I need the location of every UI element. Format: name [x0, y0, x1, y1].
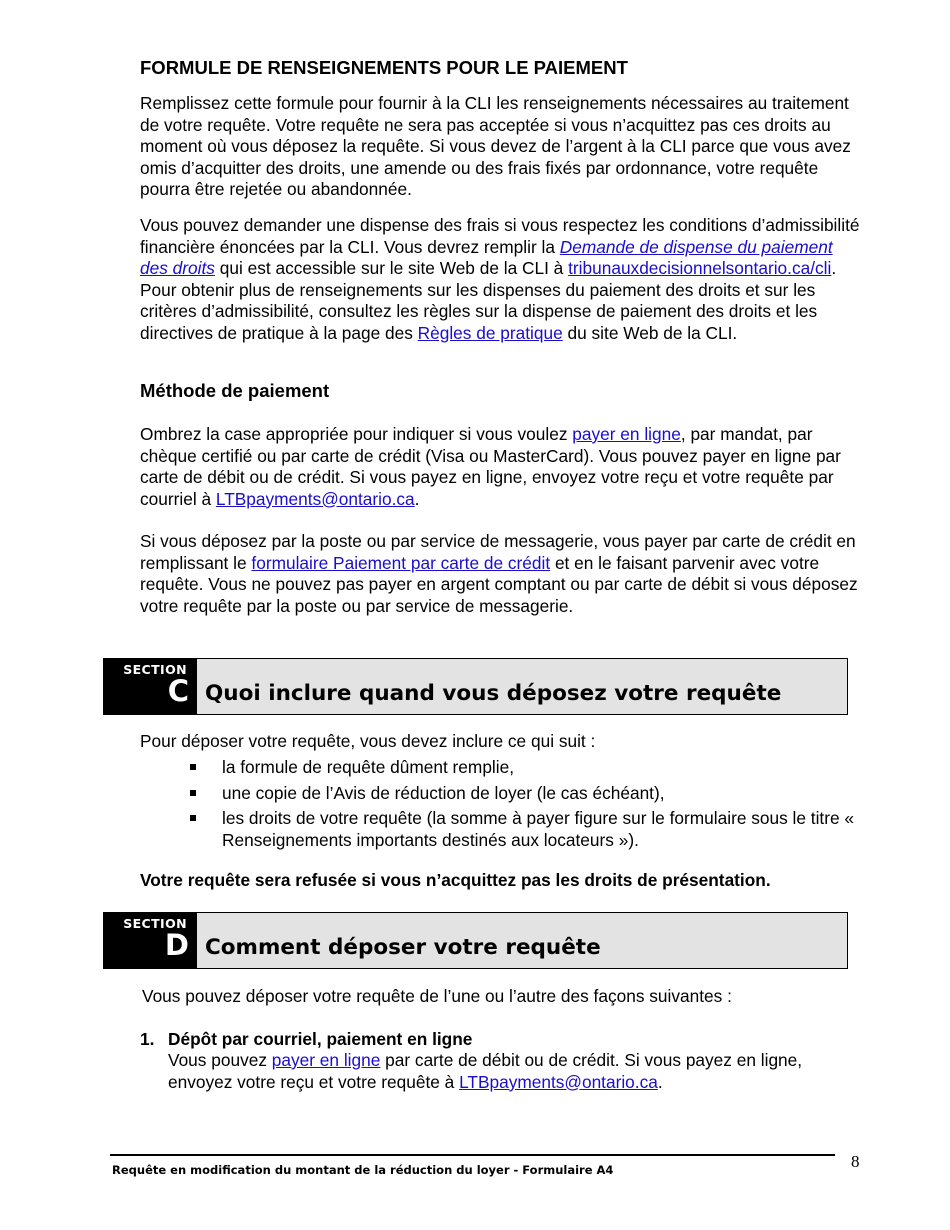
section-c-warning: Votre requête sera refusée si vous n’acquittez pas les droits de présentation.	[140, 870, 771, 890]
section-c-label-box	[104, 659, 197, 714]
waiver-text-2: qui est accessible sur le site Web de la CLI à	[214, 258, 569, 278]
section-d-label-box	[104, 913, 197, 968]
section-d-title: Comment déposer votre requête	[205, 935, 601, 960]
waiver-text-1: Vous pouvez demander une dispense des frais si vous respectez les conditions d’admissibilité financière énoncées par la CLI. Vous devrez remplir la	[140, 215, 860, 257]
payment-text-2: , par mandat, par chèque certifié ou par carte de crédit (Visa ou MasterCard). Vous pouvez payer en ligne par carte de débit ou de crédit. Si vous payez en ligne, envoyez votre reçu et votre requête par courriel à	[140, 424, 841, 509]
method-1-paragraph	[168, 1050, 860, 1093]
section-d-label: SECTION	[123, 916, 187, 931]
section-d-banner	[103, 912, 848, 969]
waiver-text-3: . Pour obtenir plus de renseignements sur les dispenses du paiement des droits et sur les critères d’admissibilité, consultez les règles sur la dispense de paiement des droits et les directives de pratique à la page des	[140, 258, 837, 343]
section-c-banner	[103, 658, 848, 715]
footer-divider	[110, 1154, 835, 1156]
intro-paragraph: Remplissez cette formule pour fournir à la CLI les renseignements nécessaires au traitement de votre requête. Votre requête ne sera pas acceptée si vous n’acquittez pas ces droits au moment où vous déposez la requête. Si vous devez de l’argent à la CLI parce que vous avez omis d’acquitter des droits, une amende ou des frais fixés par ordonnance, votre requête pourra être rejetée ou abandonnée.	[140, 93, 851, 199]
mail-courier-paragraph	[140, 531, 860, 617]
form-title: FORMULE DE RENSEIGNEMENTS POUR LE PAIEMENT	[140, 57, 628, 78]
payment-method-paragraph	[140, 424, 860, 510]
footer-form-title: Requête en modification du montant de la réduction du loyer - Formulaire A4	[112, 1163, 614, 1177]
mail-text-1: Si vous déposez par la poste ou par service de messagerie, vous payer par carte de crédit en remplissant le	[140, 531, 856, 573]
credit-card-form-link[interactable]: formulaire Paiement par carte de crédit	[251, 552, 551, 573]
bullet-icon	[190, 790, 196, 796]
method-1-title: Dépôt par courriel, paiement en ligne	[168, 1029, 473, 1049]
fee-waiver-request-link[interactable]: Demande de dispense du paiement des droits	[140, 236, 833, 278]
waiver-text-4: du site Web de la CLI.	[562, 322, 738, 343]
list-item	[222, 783, 862, 805]
list-item-text: une copie de l’Avis de réduction de loyer (le cas échéant),	[222, 782, 665, 803]
section-c-list	[222, 757, 862, 855]
section-c-intro: Pour déposer votre requête, vous devez inclure ce qui suit :	[140, 731, 596, 751]
bullet-icon	[190, 764, 196, 770]
list-item-text: les droits de votre requête (la somme à payer figure sur le formulaire sous le titre « Renseignements importants destinés aux locateurs »).	[222, 808, 855, 850]
method1-text-3: .	[657, 1071, 663, 1092]
payment-text-3: .	[414, 488, 420, 509]
cli-website-link[interactable]: tribunauxdecisionnelsontario.ca/cli	[568, 258, 832, 278]
payment-text-1: Ombrez la case appropriée pour indiquer si vous voulez	[140, 424, 573, 444]
list-item	[222, 808, 862, 851]
pay-online-link[interactable]: payer en ligne	[572, 424, 681, 444]
section-c-label: SECTION	[123, 662, 187, 677]
method1-text-1: Vous pouvez	[168, 1050, 272, 1070]
mail-text-2: et en le faisant parvenir avec votre requête. Vous ne pouvez pas payer en argent comptant ou par carte de débit si vous déposez votre requête par la poste ou par service de messagerie.	[140, 552, 858, 616]
method-1-number: 1.	[140, 1029, 155, 1049]
section-c-title: Quoi inclure quand vous déposez votre requête	[205, 681, 782, 706]
rules-of-practice-link[interactable]: Règles de pratique	[417, 322, 563, 343]
list-item	[222, 757, 862, 779]
section-d-letter: D	[164, 928, 189, 962]
method1-text-2: par carte de débit ou de crédit. Si vous payez en ligne, envoyez votre reçu et votre requête à	[168, 1050, 803, 1092]
bullet-icon	[190, 815, 196, 821]
page-number: 8	[851, 1152, 860, 1171]
section-c-letter: C	[167, 674, 189, 708]
ltb-payments-email-link-2[interactable]: LTBpayments@ontario.ca	[459, 1071, 658, 1092]
ltb-payments-email-link[interactable]: LTBpayments@ontario.ca	[215, 488, 415, 509]
list-item-text: la formule de requête dûment remplie,	[222, 757, 515, 777]
pay-online-link-2[interactable]: payer en ligne	[271, 1050, 381, 1070]
payment-method-heading: Méthode de paiement	[140, 380, 330, 401]
fee-waiver-paragraph	[140, 215, 860, 344]
section-d-intro: Vous pouvez déposer votre requête de l’une ou l’autre des façons suivantes :	[142, 986, 732, 1006]
